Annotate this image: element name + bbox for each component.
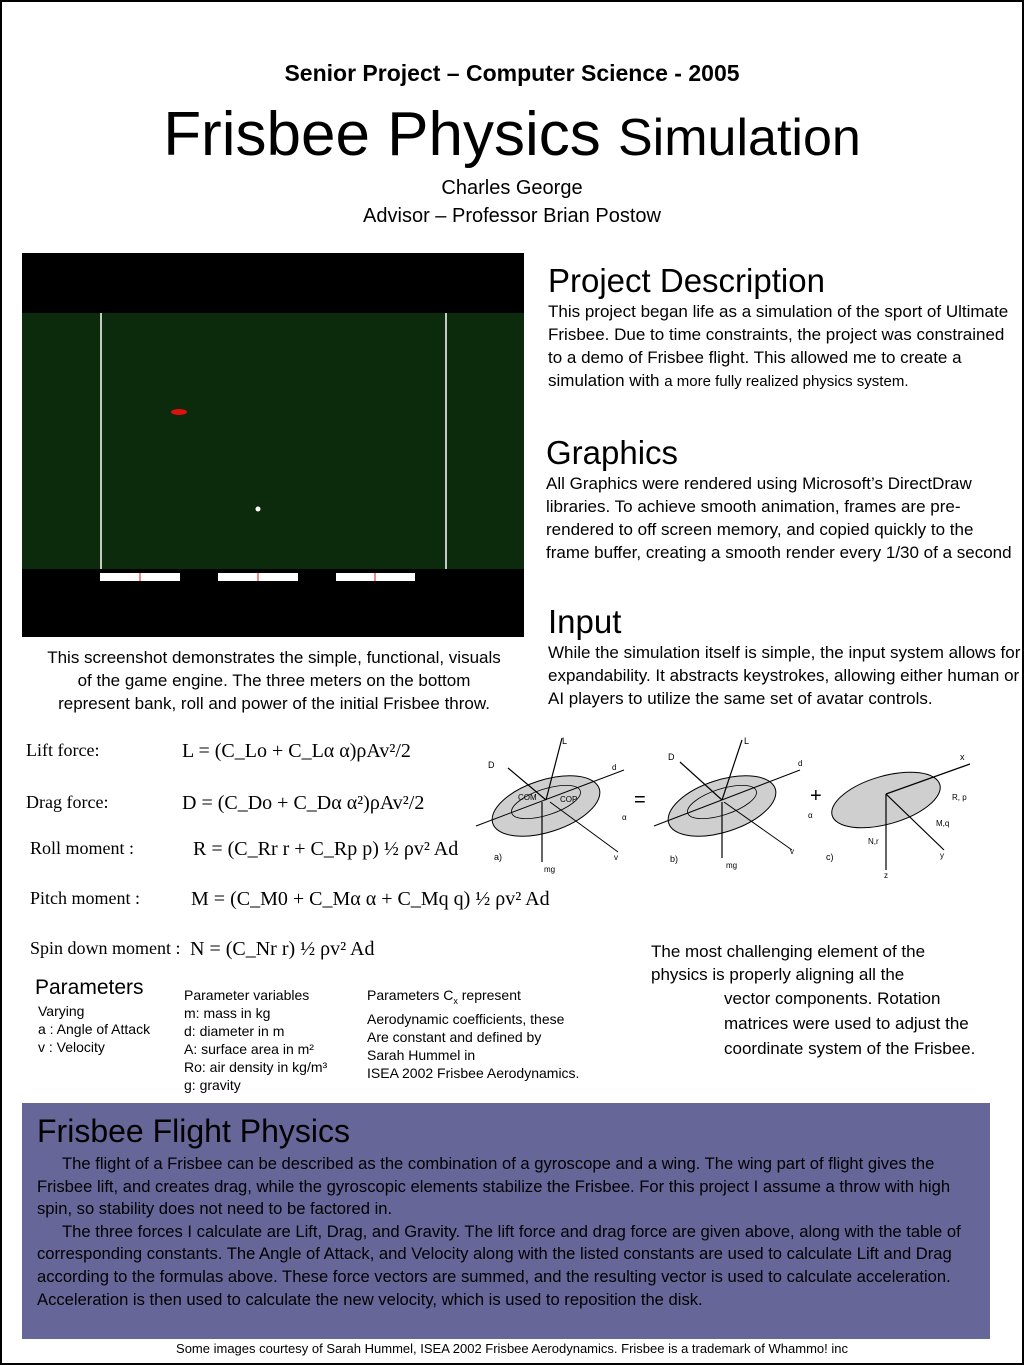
diagram-a — [476, 736, 627, 874]
diagram-b-alpha-label: α — [808, 811, 813, 820]
equation-drag: D = (C_Do + C_Dα α²)ρAv²/2 — [182, 792, 425, 814]
section-input — [548, 603, 1022, 710]
equation-spin: N = (C_Nr r) ½ ρv² Ad — [190, 938, 375, 960]
force-diagram — [474, 730, 988, 880]
diagram-c — [826, 752, 970, 880]
diagram-a-alpha-label: α — [622, 813, 627, 822]
coefficients-sub: x — [453, 995, 458, 1006]
varying-title: Varying — [38, 1003, 85, 1019]
title-sim: Simulation — [618, 109, 861, 167]
section-description — [548, 262, 1018, 393]
diagram-note-1: The most challenging element of the physics is properly aligning all the — [651, 942, 926, 984]
flight-physics-body — [37, 1153, 982, 1311]
variable-item: g: gravity — [184, 1077, 241, 1093]
flight-physics-para-2: The three forces I calculate are Lift, Drag, and Gravity. The lift force and drag force are given above, along with the table of corresponding constants. The Angle of Attack, and Velocity along with the listed constants are used to calculate Lift and Drag according to the formulas above. These force vectors are summed, and the resulting vector is used to calculate acceleration. Acceleration is then used to calculate the new velocity, which is used to reposition the disk. — [37, 1221, 961, 1309]
coefficients-prefix: Parameters C — [367, 987, 454, 1003]
diagram-b-tag: b) — [670, 854, 679, 864]
coefficients-line: ISEA 2002 Frisbee Aerodynamics. — [367, 1064, 580, 1081]
game-screenshot — [22, 253, 524, 637]
equation-label-pitch: Pitch moment : — [30, 888, 140, 908]
diagram-b-mg-label: mg — [726, 861, 738, 870]
parameters-variables — [184, 986, 364, 1094]
diagram-a-drag-label: D — [488, 760, 495, 770]
equation-pitch: M = (C_M0 + C_Mα α + C_Mq q) ½ ρv² Ad — [191, 888, 550, 910]
parameters-varying — [38, 1002, 178, 1056]
diagram-plus: + — [810, 785, 822, 807]
diagram-a-d1-label: d — [612, 763, 617, 772]
diagram-a-lift-label: L — [562, 736, 568, 746]
bank-meter — [100, 573, 180, 581]
description-text: This project began life as a simulation of the sport of Ultimate Frisbee. Due to time constraints, the project was constrained to a demo of Frisbee flight. This allowed me to create a simulation with — [548, 302, 1009, 390]
ball-sprite — [256, 507, 261, 512]
input-body: While the simulation itself is simple, the input system allows for expandability. It abstracts keystrokes, allowing either human or AI players to utilize the same set of avatar controls. — [548, 643, 1021, 708]
coefficients-title — [367, 986, 607, 1010]
diagram-equals: = — [634, 789, 646, 811]
diagram-b — [654, 736, 813, 870]
diagram-b-v-label: v — [790, 847, 794, 856]
diagram-c-rp-label: R, p — [952, 793, 967, 802]
project-subtitle: Senior Project – Computer Science - 2005 — [284, 60, 740, 86]
parameters-coefficients — [367, 986, 607, 1082]
screenshot-caption: This screenshot demonstrates the simple, functional, visuals of the game engine. The three meters on the bottom represent bank, roll and power of the initial Frisbee throw. — [47, 648, 501, 713]
equation-label-lift: Lift force: — [26, 740, 100, 760]
diagram-c-tag: c) — [826, 852, 834, 862]
author-name: Charles George — [441, 177, 583, 199]
varying-item: v : Velocity — [38, 1039, 105, 1055]
varying-item: a : Angle of Attack — [38, 1021, 151, 1037]
title-main: Frisbee Physics — [163, 100, 601, 169]
description-heading: Project Description — [548, 262, 825, 299]
variables-title: Parameter variables — [184, 987, 310, 1003]
diagram-c-z-label: z — [884, 871, 888, 880]
diagram-c-x-label: x — [960, 752, 965, 762]
diagram-a-tag: a) — [494, 852, 503, 862]
diagram-b-drag-label: D — [668, 752, 675, 762]
author-block — [0, 174, 1024, 230]
diagram-a-com-label: COM — [518, 793, 537, 802]
playing-field — [22, 313, 524, 569]
parameters-heading: Parameters — [35, 976, 144, 999]
variable-item: A: surface area in m² — [184, 1041, 314, 1057]
equation-label-spin: Spin down moment : — [30, 938, 181, 958]
diagram-c-nr-label: N,r — [868, 837, 879, 846]
diagram-a-mg-label: mg — [544, 865, 556, 874]
variable-item: Ro: air density in kg/m³ — [184, 1059, 328, 1075]
graphics-body: All Graphics were rendered using Microsoft’s DirectDraw libraries. To achieve smooth animation, frames are pre-rendered to off screen memory, and copied quickly to the frame buffer, creating a smooth render every 1/30 of a second — [546, 474, 1012, 562]
diagram-note-2: vector components. Rotation matrices were used to adjust the coordinate system of the Frisbee. — [724, 989, 976, 1058]
description-text-small: a more fully realized physics system. — [664, 373, 909, 390]
diagram-a-cop-label: COP — [560, 795, 578, 804]
coefficients-line: Sarah Hummel in — [367, 1046, 476, 1063]
graphics-heading: Graphics — [546, 434, 679, 471]
diagram-c-mq-label: M,q — [936, 819, 950, 828]
coefficients-line: Aerodynamic coefficients, these — [367, 1010, 565, 1027]
equation-roll: R = (C_Rr r + C_Rp p) ½ ρv² Ad — [193, 838, 459, 860]
coefficients-suffix: represent — [457, 987, 521, 1003]
flight-physics-para-1: The flight of a Frisbee can be described as the combination of a gyroscope and a wing. The wing part of flight gives the Frisbee lift, and creates drag, while the gyroscopic elements stabilize the Frisbee. For this project I assume a throw with high spin, so stability does not need to be factored in. — [37, 1154, 951, 1219]
flight-physics-heading: Frisbee Flight Physics — [37, 1113, 350, 1149]
poster-title — [0, 98, 1024, 175]
variable-item: m: mass in kg — [184, 1005, 271, 1021]
flight-physics-panel — [22, 1103, 990, 1339]
description-body — [548, 300, 1018, 393]
footnote: Some images courtesy of Sarah Hummel, ISEA 2002 Frisbee Aerodynamics. Frisbee is a trademark of Whammo! inc — [176, 1341, 848, 1356]
section-graphics — [546, 434, 1020, 564]
variable-item: d: diameter in m — [184, 1023, 285, 1039]
advisor-name: Advisor – Professor Brian Postow — [363, 205, 661, 227]
diagram-b-d1-label: d — [798, 759, 803, 768]
equation-label-drag: Drag force: — [26, 792, 109, 812]
diagram-c-y-label: y — [940, 851, 944, 860]
equation-label-roll: Roll moment : — [30, 838, 135, 858]
equation-lift: L = (C_Lo + C_Lα α)ρAv²/2 — [182, 740, 411, 762]
roll-meter — [218, 573, 298, 581]
diagram-b-lift-label: L — [744, 736, 750, 746]
power-meter — [336, 573, 415, 581]
input-heading: Input — [548, 603, 622, 640]
force-diagram-drawing — [474, 730, 988, 880]
coefficients-line: Are constant and defined by — [367, 1028, 542, 1045]
frisbee-sprite — [171, 409, 187, 415]
diagram-a-v-label: v — [614, 853, 618, 862]
game-screenshot-drawing — [22, 253, 524, 637]
